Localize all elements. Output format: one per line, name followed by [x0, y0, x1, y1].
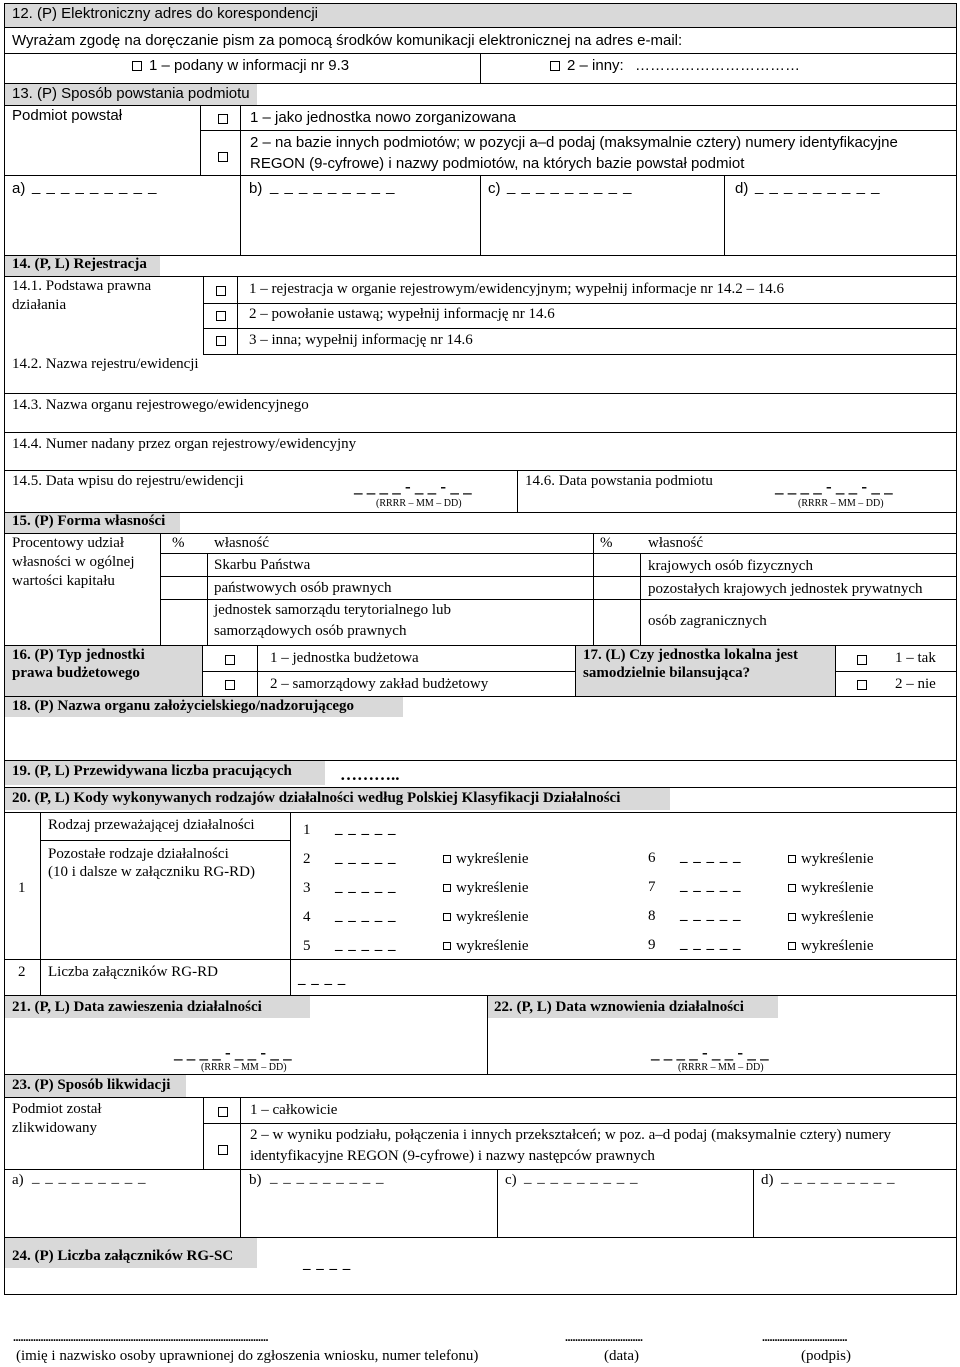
s20-liczba-label: Liczba załączników RG-RD: [48, 964, 218, 980]
s12-email-field[interactable]: ……………………………: [635, 57, 800, 74]
s13-option-1: 1 – jako jednostka nowo zorganizowana: [250, 109, 517, 126]
s17-option-2: 2 – nie: [895, 676, 936, 692]
s21-date-hint: (RRRR – MM – DD): [201, 1062, 287, 1073]
s18-title: 18. (P) Nazwa organu założycielskiego/nadzorującego: [12, 698, 355, 714]
s20-row-number-1: 1: [18, 880, 26, 896]
s16-checkbox-1[interactable]: [225, 655, 235, 665]
s23-d-regon[interactable]: _ _ _ _ _ _ _ _ _: [781, 1170, 896, 1186]
s15-label-3: wartości kapitału: [12, 573, 115, 589]
s20-wykreslenie-label: wykreślenie: [801, 938, 874, 954]
s14-4-label: 14.4. Numer nadany przez organ rejestrowy/ewidencyjny: [12, 436, 357, 452]
s14-6-date-field[interactable]: _ _ _ _ - _ _ - _ _: [775, 477, 893, 496]
s14-5-date-field[interactable]: _ _ _ _ - _ _ - _ _: [354, 477, 472, 496]
s13-title: 13. (P) Sposób powstania podmiotu: [12, 85, 250, 102]
s20-wykreslenie-label: wykreślenie: [456, 909, 529, 925]
s12-option-1: 1 – podany w informacji nr 9.3: [149, 57, 350, 74]
s20-code-number: 6: [648, 850, 656, 866]
s17-title-1: 17. (L) Czy jednostka lokalna jest: [583, 647, 799, 663]
s13-checkbox-2[interactable]: [218, 152, 228, 162]
s16-title-1: 16. (P) Typ jednostki: [12, 647, 145, 663]
s23-c-label: c): [505, 1172, 517, 1188]
s20-pozostale-label-2: (10 i dalsze w załączniku RG-RD): [48, 864, 256, 880]
s15-panstwowe-osoby: państwowych osób prawnych: [214, 580, 392, 596]
s23-checkbox-2[interactable]: [218, 1145, 228, 1155]
s20-code-field[interactable]: _ _ _ _ _: [680, 849, 742, 865]
s13-a-regon[interactable]: _ _ _ _ _ _ _ _ _: [32, 178, 158, 195]
signature-date-field[interactable]: ...............................: [565, 1330, 643, 1344]
s20-wykreslenie-checkbox[interactable]: [788, 884, 796, 892]
s13-d-regon[interactable]: _ _ _ _ _ _ _ _ _: [755, 178, 881, 195]
s16-option-1: 1 – jednostka budżetowa: [270, 650, 419, 666]
s14-5-label: 14.5. Data wpisu do rejestru/ewidencji: [12, 473, 244, 489]
s20-code-field[interactable]: _ _ _ _ _: [335, 850, 397, 866]
s14-1-label-a: 14.1. Podstawa prawna: [12, 278, 152, 294]
s20-wykreslenie-label: wykreślenie: [456, 880, 529, 896]
s17-option-1: 1 – tak: [895, 650, 936, 666]
s13-a-label: a): [12, 180, 26, 197]
s15-jst-line1: jednostek samorządu terytorialnego lub: [214, 602, 452, 618]
s23-a-regon[interactable]: _ _ _ _ _ _ _ _ _: [32, 1170, 147, 1186]
s23-checkbox-1[interactable]: [218, 1107, 228, 1117]
s23-d-label: d): [761, 1172, 774, 1188]
s14-2-label: 14.2. Nazwa rejestru/ewidencji: [12, 356, 199, 372]
s22-date-field[interactable]: _ _ _ _ - _ _ - _ _: [651, 1043, 769, 1062]
s15-osoby-zagraniczne: osób zagranicznych: [648, 613, 767, 629]
s20-code-field[interactable]: _ _ _ _ _: [680, 936, 742, 952]
s14-checkbox-2[interactable]: [216, 311, 226, 321]
s14-1-label-b: działania: [12, 297, 67, 313]
s14-checkbox-1[interactable]: [216, 286, 226, 296]
s16-option-2: 2 – samorządowy zakład budżetowy: [270, 676, 489, 692]
s15-pct-left: %: [172, 535, 185, 551]
s23-option-1: 1 – całkowicie: [250, 1102, 338, 1118]
s20-wykreslenie-checkbox[interactable]: [443, 884, 451, 892]
s20-code-number: 5: [303, 938, 311, 954]
s23-c-regon[interactable]: _ _ _ _ _ _ _ _ _: [524, 1170, 639, 1186]
s16-title-2: prawa budżetowego: [12, 665, 140, 681]
s21-title: 21. (P, L) Data zawieszenia działalności: [12, 999, 262, 1015]
signature-sign-field[interactable]: ..................................: [762, 1330, 847, 1344]
s20-wykreslenie-label: wykreślenie: [456, 938, 529, 954]
s15-pozostale-jednostki: pozostałych krajowych jednostek prywatnych: [648, 581, 923, 597]
s19-value-field[interactable]: ………..: [340, 765, 400, 784]
s20-wykreslenie-checkbox[interactable]: [788, 855, 796, 863]
s15-label-1: Procentowy udział: [12, 535, 125, 551]
s13-option-2-line2: REGON (9-cyfrowe) i nazwy podmiotów, na których bazie powstał podmiot: [250, 155, 745, 172]
s20-wykreslenie-checkbox[interactable]: [443, 855, 451, 863]
s13-option-2-line1: 2 – na bazie innych podmiotów; w pozycji a–d podaj (maksymalnie cztery) numery identyfikacyjne: [250, 134, 898, 151]
s13-label: Podmiot powstał: [12, 107, 123, 124]
s14-option-2: 2 – powołanie ustawą; wypełnij informację nr 14.6: [249, 306, 555, 322]
s22-title: 22. (P, L) Data wznowienia działalności: [494, 999, 744, 1015]
s15-title: 15. (P) Forma własności: [12, 513, 166, 529]
s14-option-1: 1 – rejestracja w organie rejestrowym/ewidencyjnym; wypełnij informacje nr 14.2 – 14.6: [249, 281, 784, 297]
s15-skarb-panstwa: Skarbu Państwa: [214, 557, 311, 573]
s23-title: 23. (P) Sposób likwidacji: [12, 1077, 171, 1093]
s17-checkbox-2[interactable]: [857, 680, 867, 690]
s12-title: 12. (P) Elektroniczny adres do korespondencji: [12, 5, 318, 22]
s23-option-2-line2: identyfikacyjne REGON (9-cyfrowe) i nazwy następców prawnych: [250, 1148, 655, 1164]
s23-label-1: Podmiot został: [12, 1101, 102, 1117]
s23-option-2-line1: 2 – w wyniku podziału, połączenia i innych przekształceń; w poz. a–d podaj (maksymalnie cztery) numery: [250, 1127, 892, 1143]
s20-code-field[interactable]: _ _ _ _ _: [680, 878, 742, 894]
s20-wykreslenie-label: wykreślenie: [801, 851, 874, 867]
s20-code-number: 9: [648, 937, 656, 953]
s20-code-field[interactable]: _ _ _ _ _: [335, 821, 397, 837]
s22-date-hint: (RRRR – MM – DD): [678, 1062, 764, 1073]
s20-code-number: 1: [303, 822, 311, 838]
s14-title: 14. (P, L) Rejestracja: [12, 256, 147, 272]
s20-code-number: 2: [303, 851, 311, 867]
s14-6-label: 14.6. Data powstania podmiotu: [525, 473, 713, 489]
s13-b-regon[interactable]: _ _ _ _ _ _ _ _ _: [270, 178, 396, 195]
s20-wykreslenie-checkbox[interactable]: [443, 913, 451, 921]
signature-name-caption: (imię i nazwisko osoby uprawnionej do zgłoszenia wniosku, numer telefonu): [16, 1348, 479, 1364]
s19-title: 19. (P, L) Przewidywana liczba pracujących: [12, 763, 292, 779]
s20-code-number: 4: [303, 909, 311, 925]
s15-jst-line2: samorządowych osób prawnych: [214, 623, 407, 639]
s20-code-number: 8: [648, 908, 656, 924]
s12-option-2: 2 – inny:: [567, 57, 624, 74]
s20-liczba-field[interactable]: _ _ _ _: [298, 971, 347, 987]
s20-code-field[interactable]: _ _ _ _ _: [335, 937, 397, 953]
s12-consent-text: Wyrażam zgodę na doręczanie pism za pomocą środków komunikacji elektronicznej na adres e-mail:: [12, 32, 683, 49]
s20-wykreslenie-checkbox[interactable]: [788, 942, 796, 950]
s20-wykreslenie-checkbox[interactable]: [788, 913, 796, 921]
s14-5-date-hint: (RRRR – MM – DD): [376, 498, 462, 509]
s21-date-field[interactable]: _ _ _ _ - _ _ - _ _: [174, 1043, 292, 1062]
s20-wykreslenie-checkbox[interactable]: [443, 942, 451, 950]
s15-wlasnosc-left: własność: [214, 535, 269, 551]
s20-row-number-2: 2: [18, 964, 26, 980]
s23-b-regon[interactable]: _ _ _ _ _ _ _ _ _: [270, 1170, 385, 1186]
s20-wykreslenie-label: wykreślenie: [801, 880, 874, 896]
s20-pozostale-label-1: Pozostałe rodzaje działalności: [48, 846, 229, 862]
signature-date-caption: (data): [604, 1348, 639, 1364]
s13-checkbox-1[interactable]: [218, 114, 228, 124]
s12-checkbox-2[interactable]: [550, 61, 560, 71]
s13-d-label: d): [735, 180, 749, 197]
s20-rodzaj-label: Rodzaj przeważającej działalności: [48, 817, 255, 833]
s14-option-3: 3 – inna; wypełnij informację nr 14.6: [249, 332, 473, 348]
s20-wykreslenie-label: wykreślenie: [801, 909, 874, 925]
s13-b-label: b): [249, 180, 263, 197]
s24-value-field[interactable]: _ _ _ _: [303, 1256, 352, 1272]
s20-wykreslenie-label: wykreślenie: [456, 851, 529, 867]
s15-pct-right: %: [600, 535, 613, 551]
s15-label-2: własności w ogólnej: [12, 554, 135, 570]
s20-code-number: 3: [303, 880, 311, 896]
s13-c-regon[interactable]: _ _ _ _ _ _ _ _ _: [507, 178, 633, 195]
signature-name-field[interactable]: ......................................................................................................: [13, 1330, 268, 1344]
s12-checkbox-1[interactable]: [132, 61, 142, 71]
s17-title-2: samodzielnie bilansująca?: [583, 665, 751, 681]
s14-6-date-hint: (RRRR – MM – DD): [798, 498, 884, 509]
s20-code-field[interactable]: _ _ _ _ _: [680, 907, 742, 923]
s16-checkbox-2[interactable]: [225, 680, 235, 690]
signature-sign-caption: (podpis): [801, 1348, 851, 1364]
s24-title: 24. (P) Liczba załączników RG-SC: [12, 1248, 234, 1264]
s20-code-number: 7: [648, 879, 656, 895]
s23-a-label: a): [12, 1172, 24, 1188]
s13-c-label: c): [488, 180, 501, 197]
s23-label-2: zlikwidowany: [12, 1120, 97, 1136]
s20-code-field[interactable]: _ _ _ _ _: [335, 879, 397, 895]
s20-title: 20. (P, L) Kody wykonywanych rodzajów działalności według Polskiej Klasyfikacji Działalności: [12, 790, 621, 806]
s23-b-label: b): [249, 1172, 262, 1188]
s17-checkbox-1[interactable]: [857, 655, 867, 665]
s15-wlasnosc-right: własność: [648, 535, 703, 551]
s14-3-label: 14.3. Nazwa organu rejestrowego/ewidencyjnego: [12, 397, 309, 413]
s14-checkbox-3[interactable]: [216, 336, 226, 346]
s20-code-field[interactable]: _ _ _ _ _: [335, 908, 397, 924]
s15-krajowe-osoby: krajowych osób fizycznych: [648, 558, 813, 574]
